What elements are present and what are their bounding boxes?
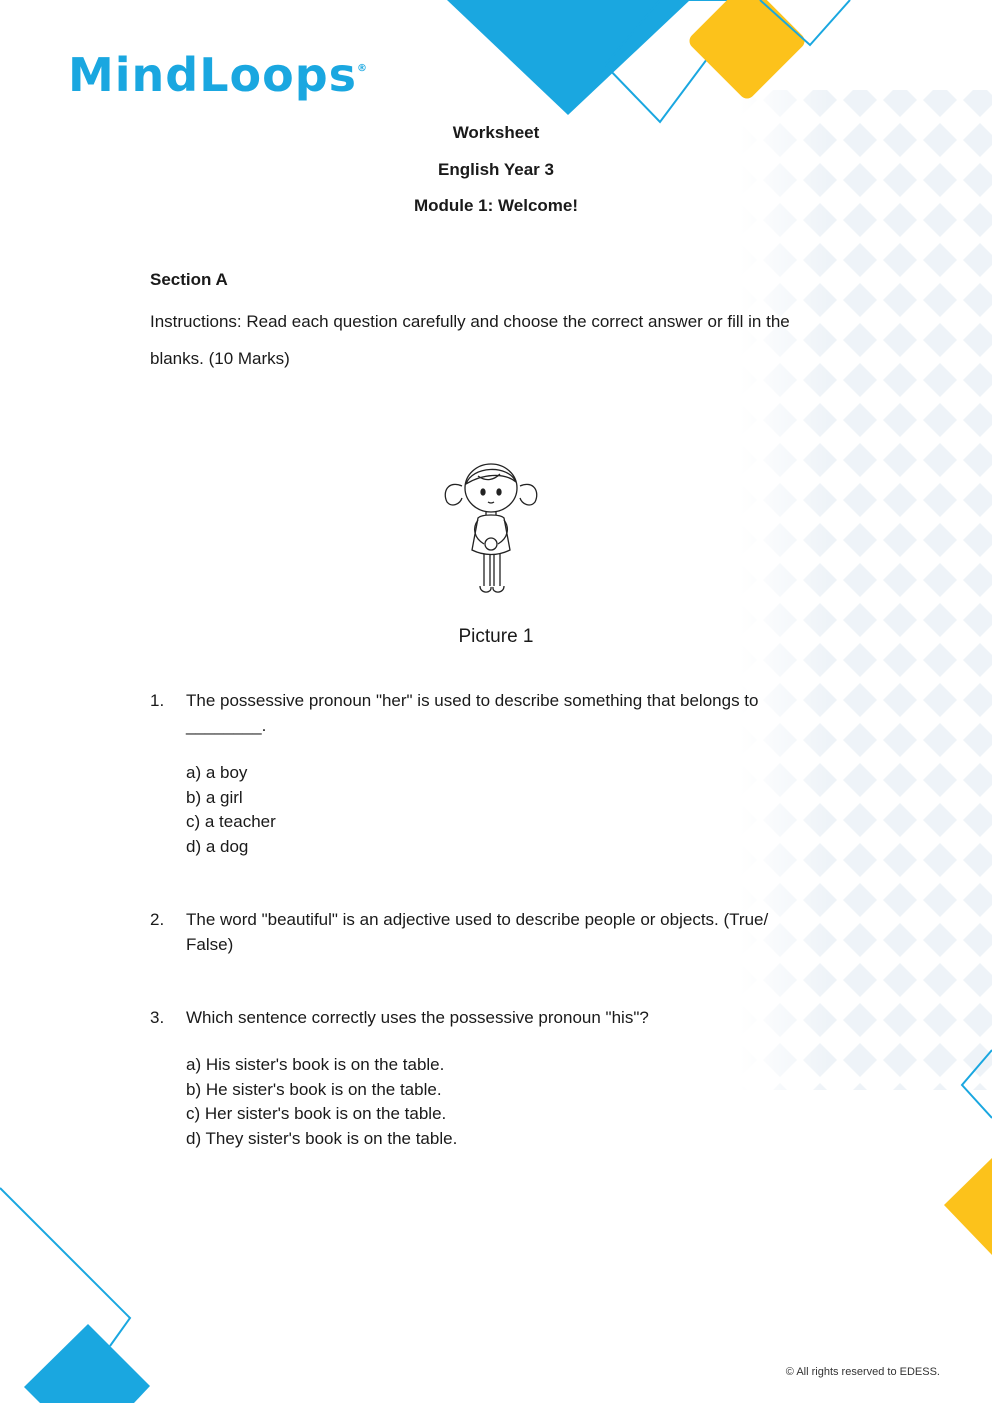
- girl-illustration-icon: [438, 458, 544, 604]
- option-a[interactable]: a) a boy: [186, 763, 248, 782]
- question-text: The possessive pronoun "her" is used to describe something that belongs to ________.: [186, 691, 759, 735]
- question-3: [150, 1005, 850, 1151]
- instructions: Instructions: Read each question carefully and choose the correct answer or fill in the blanks. (10 Marks): [150, 312, 790, 368]
- option-d[interactable]: d) a dog: [186, 836, 249, 856]
- question-number: 3.: [150, 1008, 165, 1027]
- option-c[interactable]: c) a teacher: [186, 812, 276, 831]
- answer-options: [186, 1053, 850, 1151]
- mindloops-logo: [68, 48, 369, 102]
- question-2: [150, 907, 850, 957]
- logo-text: MindLoops: [68, 48, 358, 102]
- registered-mark: ®: [357, 63, 369, 74]
- question-number: 1.: [150, 691, 165, 710]
- option-b[interactable]: b) a girl: [186, 787, 243, 807]
- worksheet-title: Worksheet: [452, 123, 540, 142]
- question-1: [150, 688, 850, 859]
- option-d[interactable]: d) They sister's book is on the table.: [186, 1128, 458, 1148]
- module-title: Module 1: Welcome!: [413, 196, 579, 215]
- picture-caption: Picture 1: [458, 626, 534, 647]
- copyright-notice: © All rights reserved to EDESS.: [785, 1366, 940, 1378]
- option-b[interactable]: b) He sister's book is on the table.: [186, 1079, 442, 1099]
- question-text: The word "beautiful" is an adjective used to describe people or objects. (True/ False): [186, 910, 769, 954]
- question-number: 2.: [150, 910, 165, 929]
- option-c[interactable]: c) Her sister's book is on the table.: [186, 1104, 447, 1123]
- section-title: Section A: [150, 270, 228, 289]
- answer-options: [186, 761, 850, 859]
- subject-title: English Year 3: [438, 160, 554, 179]
- option-a[interactable]: a) His sister's book is on the table.: [186, 1055, 445, 1074]
- question-text: Which sentence correctly uses the possessive pronoun "his"?: [186, 1008, 649, 1027]
